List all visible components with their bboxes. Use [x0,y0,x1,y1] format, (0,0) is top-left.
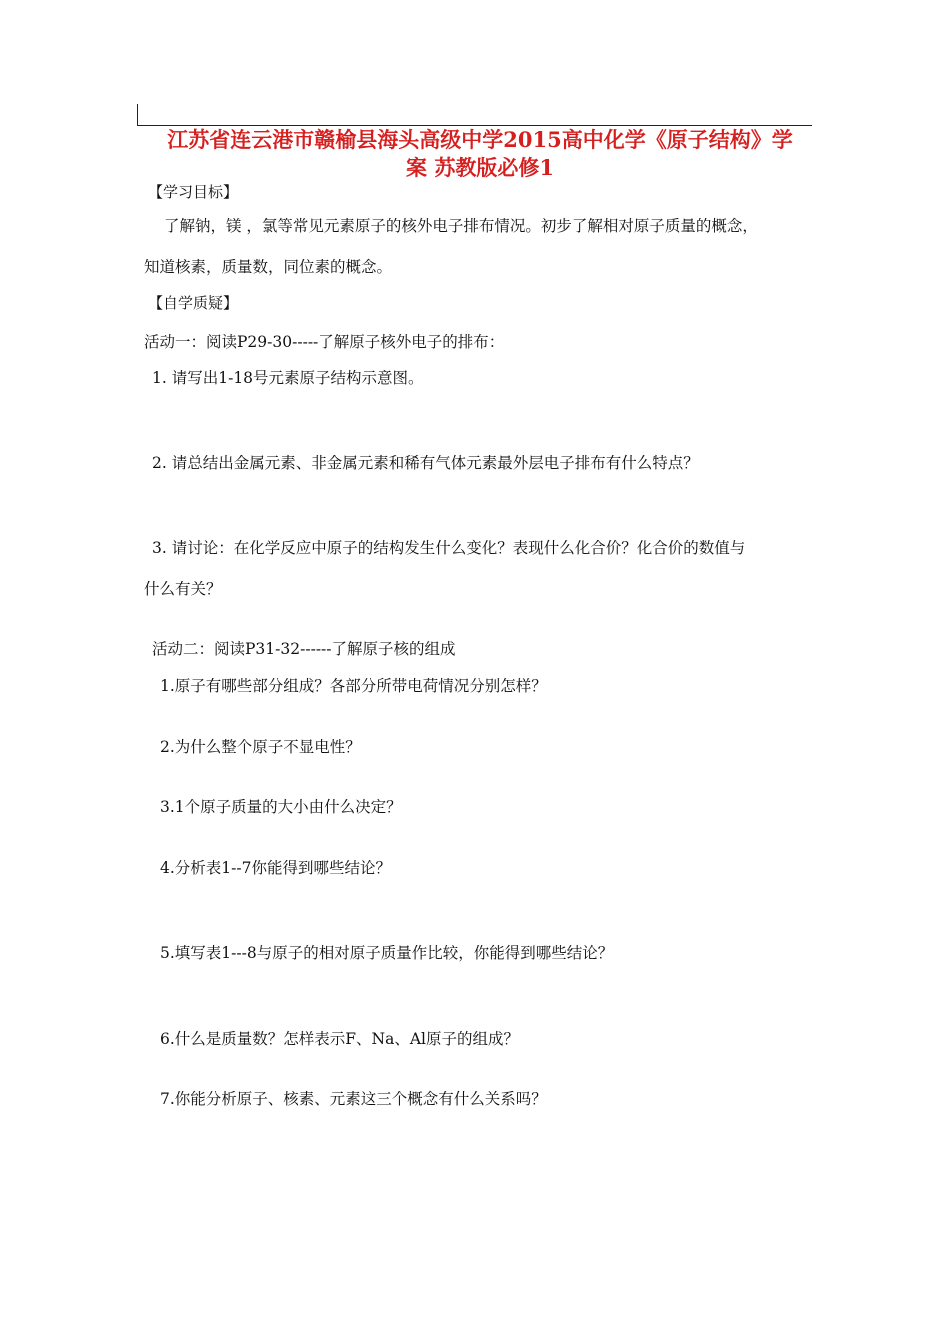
activity2-question-6: 6.什么是质量数？怎样表示F、Na、Al原子的组成？ [160,1030,519,1048]
activity1-question-2: 2. 请总结出金属元素、非金属元素和稀有气体元素最外层电子排布有什么特点？ [152,454,699,472]
title-line-2: 案 苏教版必修1 [406,155,554,180]
self-study-heading: 【自学质疑】 [148,294,239,312]
goals-text-line-2: 知道核素，质量数，同位素的概念。 [144,258,393,276]
activity2-question-7: 7.你能分析原子、核素、元素这三个概念有什么关系吗？ [160,1090,547,1108]
activity1-question-3-line-2: 什么有关？ [144,580,222,598]
activity2-question-1: 1.原子有哪些部分组成？各部分所带电荷情况分别怎样？ [160,677,547,695]
activity2-question-5: 5.填写表1---8与原子的相对原子质量作比较，你能得到哪些结论？ [160,944,614,962]
activity1-heading: 活动一：阅读P29-30-----了解原子核外电子的排布： [144,333,505,351]
activity2-heading: 活动二：阅读P31-32------了解原子核的组成 [152,640,456,658]
goals-heading: 【学习目标】 [148,183,239,201]
activity2-question-4: 4.分析表1--7你能得到哪些结论？ [160,859,391,877]
goals-text-line-1: 了解钠，镁 ，氯等常见元素原子的核外电子排布情况。初步了解相对原子质量的概念， [164,217,758,235]
document-title [145,126,815,182]
activity1-question-1: 1. 请写出1-18号元素原子结构示意图。 [152,369,424,387]
activity2-question-2: 2.为什么整个原子不显电性？ [160,738,361,756]
activity1-question-3-line-1: 3. 请讨论：在化学反应中原子的结构发生什么变化？表现什么化合价？化合价的数值与 [152,539,746,557]
header-rule-vertical [137,104,138,126]
activity2-question-3: 3.1个原子质量的大小由什么决定？ [160,798,402,816]
title-line-1: 江苏省连云港市赣榆县海头高级中学2015高中化学《原子结构》学 [167,127,793,152]
